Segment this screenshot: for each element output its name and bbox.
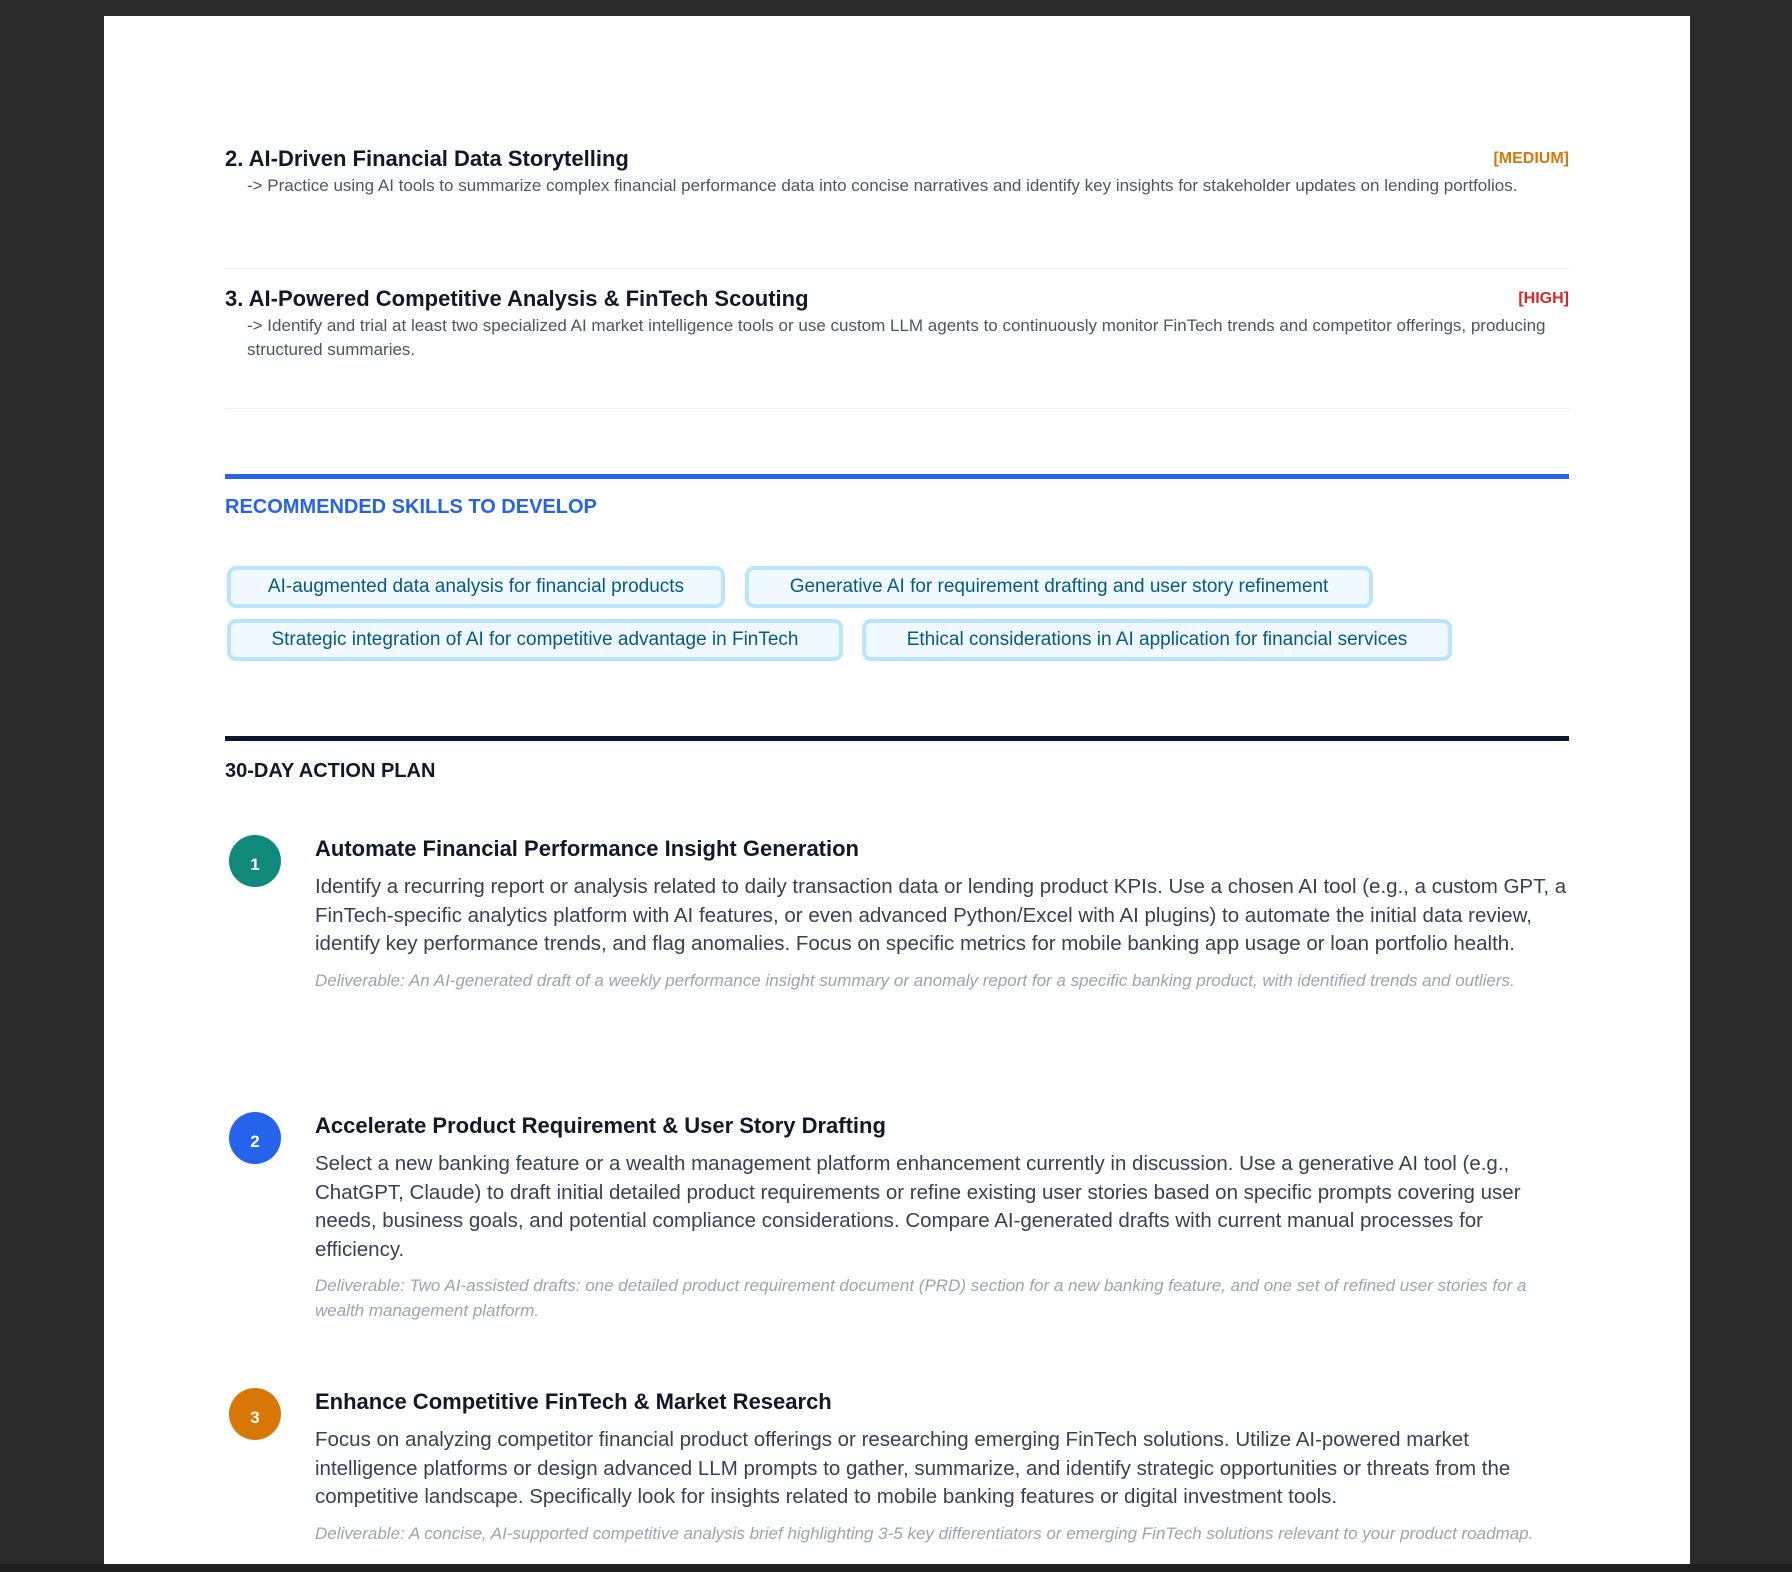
taskbar-strip bbox=[0, 1564, 1792, 1572]
priority-title: 2. AI-Driven Financial Data Storytelling bbox=[225, 146, 629, 171]
priority-badge-high: [HIGH] bbox=[1518, 290, 1569, 307]
skill-chip: AI-augmented data analysis for financial products bbox=[227, 566, 725, 608]
step-description: Identify a recurring report or analysis related to daily transaction data or lending product KPIs. Use a chosen AI tool (e.g., a custom GPT, a FinTech-specific analytics platform with AI features, or even advanced Python/Excel with AI plugins) to automate the initial data review, identify key performance trends, and flag anomalies. Focus on specific metrics for mobile banking app usage or loan portfolio health. bbox=[315, 875, 1567, 955]
step-deliverable: Deliverable: Two AI-assisted drafts: one detailed product requirement document (PRD) section for a new banking feature, and one set of refined user stories for a wealth management platform. bbox=[315, 1276, 1527, 1320]
step-title: Accelerate Product Requirement & User Story Drafting bbox=[315, 1113, 886, 1138]
priority-header bbox=[225, 286, 1569, 314]
skill-chip: Ethical considerations in AI application for financial services bbox=[862, 619, 1452, 661]
step-description: Select a new banking feature or a wealth management platform enhancement currently in discussion. Use a generative AI tool (e.g., ChatGPT, Claude) to draft initial detailed product requirements or refine existing user stories based on specific prompts covering user needs, business goals, and potential compliance considerations. Compare AI-generated drafts with current manual processes for efficiency. bbox=[315, 1152, 1521, 1261]
step-number-badge: 2 bbox=[229, 1112, 281, 1164]
section-divider-blue bbox=[225, 474, 1569, 479]
step-title: Automate Financial Performance Insight Generation bbox=[315, 836, 859, 861]
skills-section-title: RECOMMENDED SKILLS TO DEVELOP bbox=[225, 496, 597, 518]
step-body bbox=[315, 1112, 1571, 1323]
step-body bbox=[315, 835, 1571, 993]
skill-chip: Generative AI for requirement drafting and user story refinement bbox=[745, 566, 1373, 608]
step-description: Focus on analyzing competitor financial product offerings or researching emerging FinTech solutions. Utilize AI-powered market intelligence platforms or design advanced LLM prompts to gather, summarize, and identify strategic opportunities or threats from the competitive landscape. Specifically look for insights related to mobile banking features or digital investment tools. bbox=[315, 1428, 1511, 1508]
step-title: Enhance Competitive FinTech & Market Research bbox=[315, 1389, 832, 1414]
action-plan-title: 30-DAY ACTION PLAN bbox=[225, 760, 436, 782]
step-deliverable: Deliverable: An AI-generated draft of a weekly performance insight summary or anomaly report for a specific banking product, with identified trends and outliers. bbox=[315, 970, 1515, 990]
skill-chip: Strategic integration of AI for competitive advantage in FinTech bbox=[227, 619, 843, 661]
priority-badge-medium: [MEDIUM] bbox=[1493, 150, 1569, 167]
step-deliverable: Deliverable: A concise, AI-supported competitive analysis brief highlighting 3-5 key differentiators or emerging FinTech solutions relevant to your product roadmap. bbox=[315, 1523, 1534, 1543]
priority-item bbox=[225, 146, 1569, 269]
section-divider-dark bbox=[225, 736, 1569, 741]
priority-description: -> Identify and trial at least two specialized AI market intelligence tools or use custom LLM agents to continuously monitor FinTech trends and competitor offerings, producing structured summaries. bbox=[247, 316, 1546, 359]
step-body bbox=[315, 1388, 1571, 1546]
priority-item bbox=[225, 286, 1569, 409]
document-page bbox=[104, 16, 1690, 1572]
step-number-badge: 3 bbox=[229, 1388, 281, 1440]
priority-title: 3. AI-Powered Competitive Analysis & FinTech Scouting bbox=[225, 286, 809, 311]
priority-description: -> Practice using AI tools to summarize complex financial performance data into concise narratives and identify key insights for stakeholder updates on lending portfolios. bbox=[247, 176, 1518, 195]
priority-header bbox=[225, 146, 1569, 174]
step-number-badge: 1 bbox=[229, 835, 281, 887]
